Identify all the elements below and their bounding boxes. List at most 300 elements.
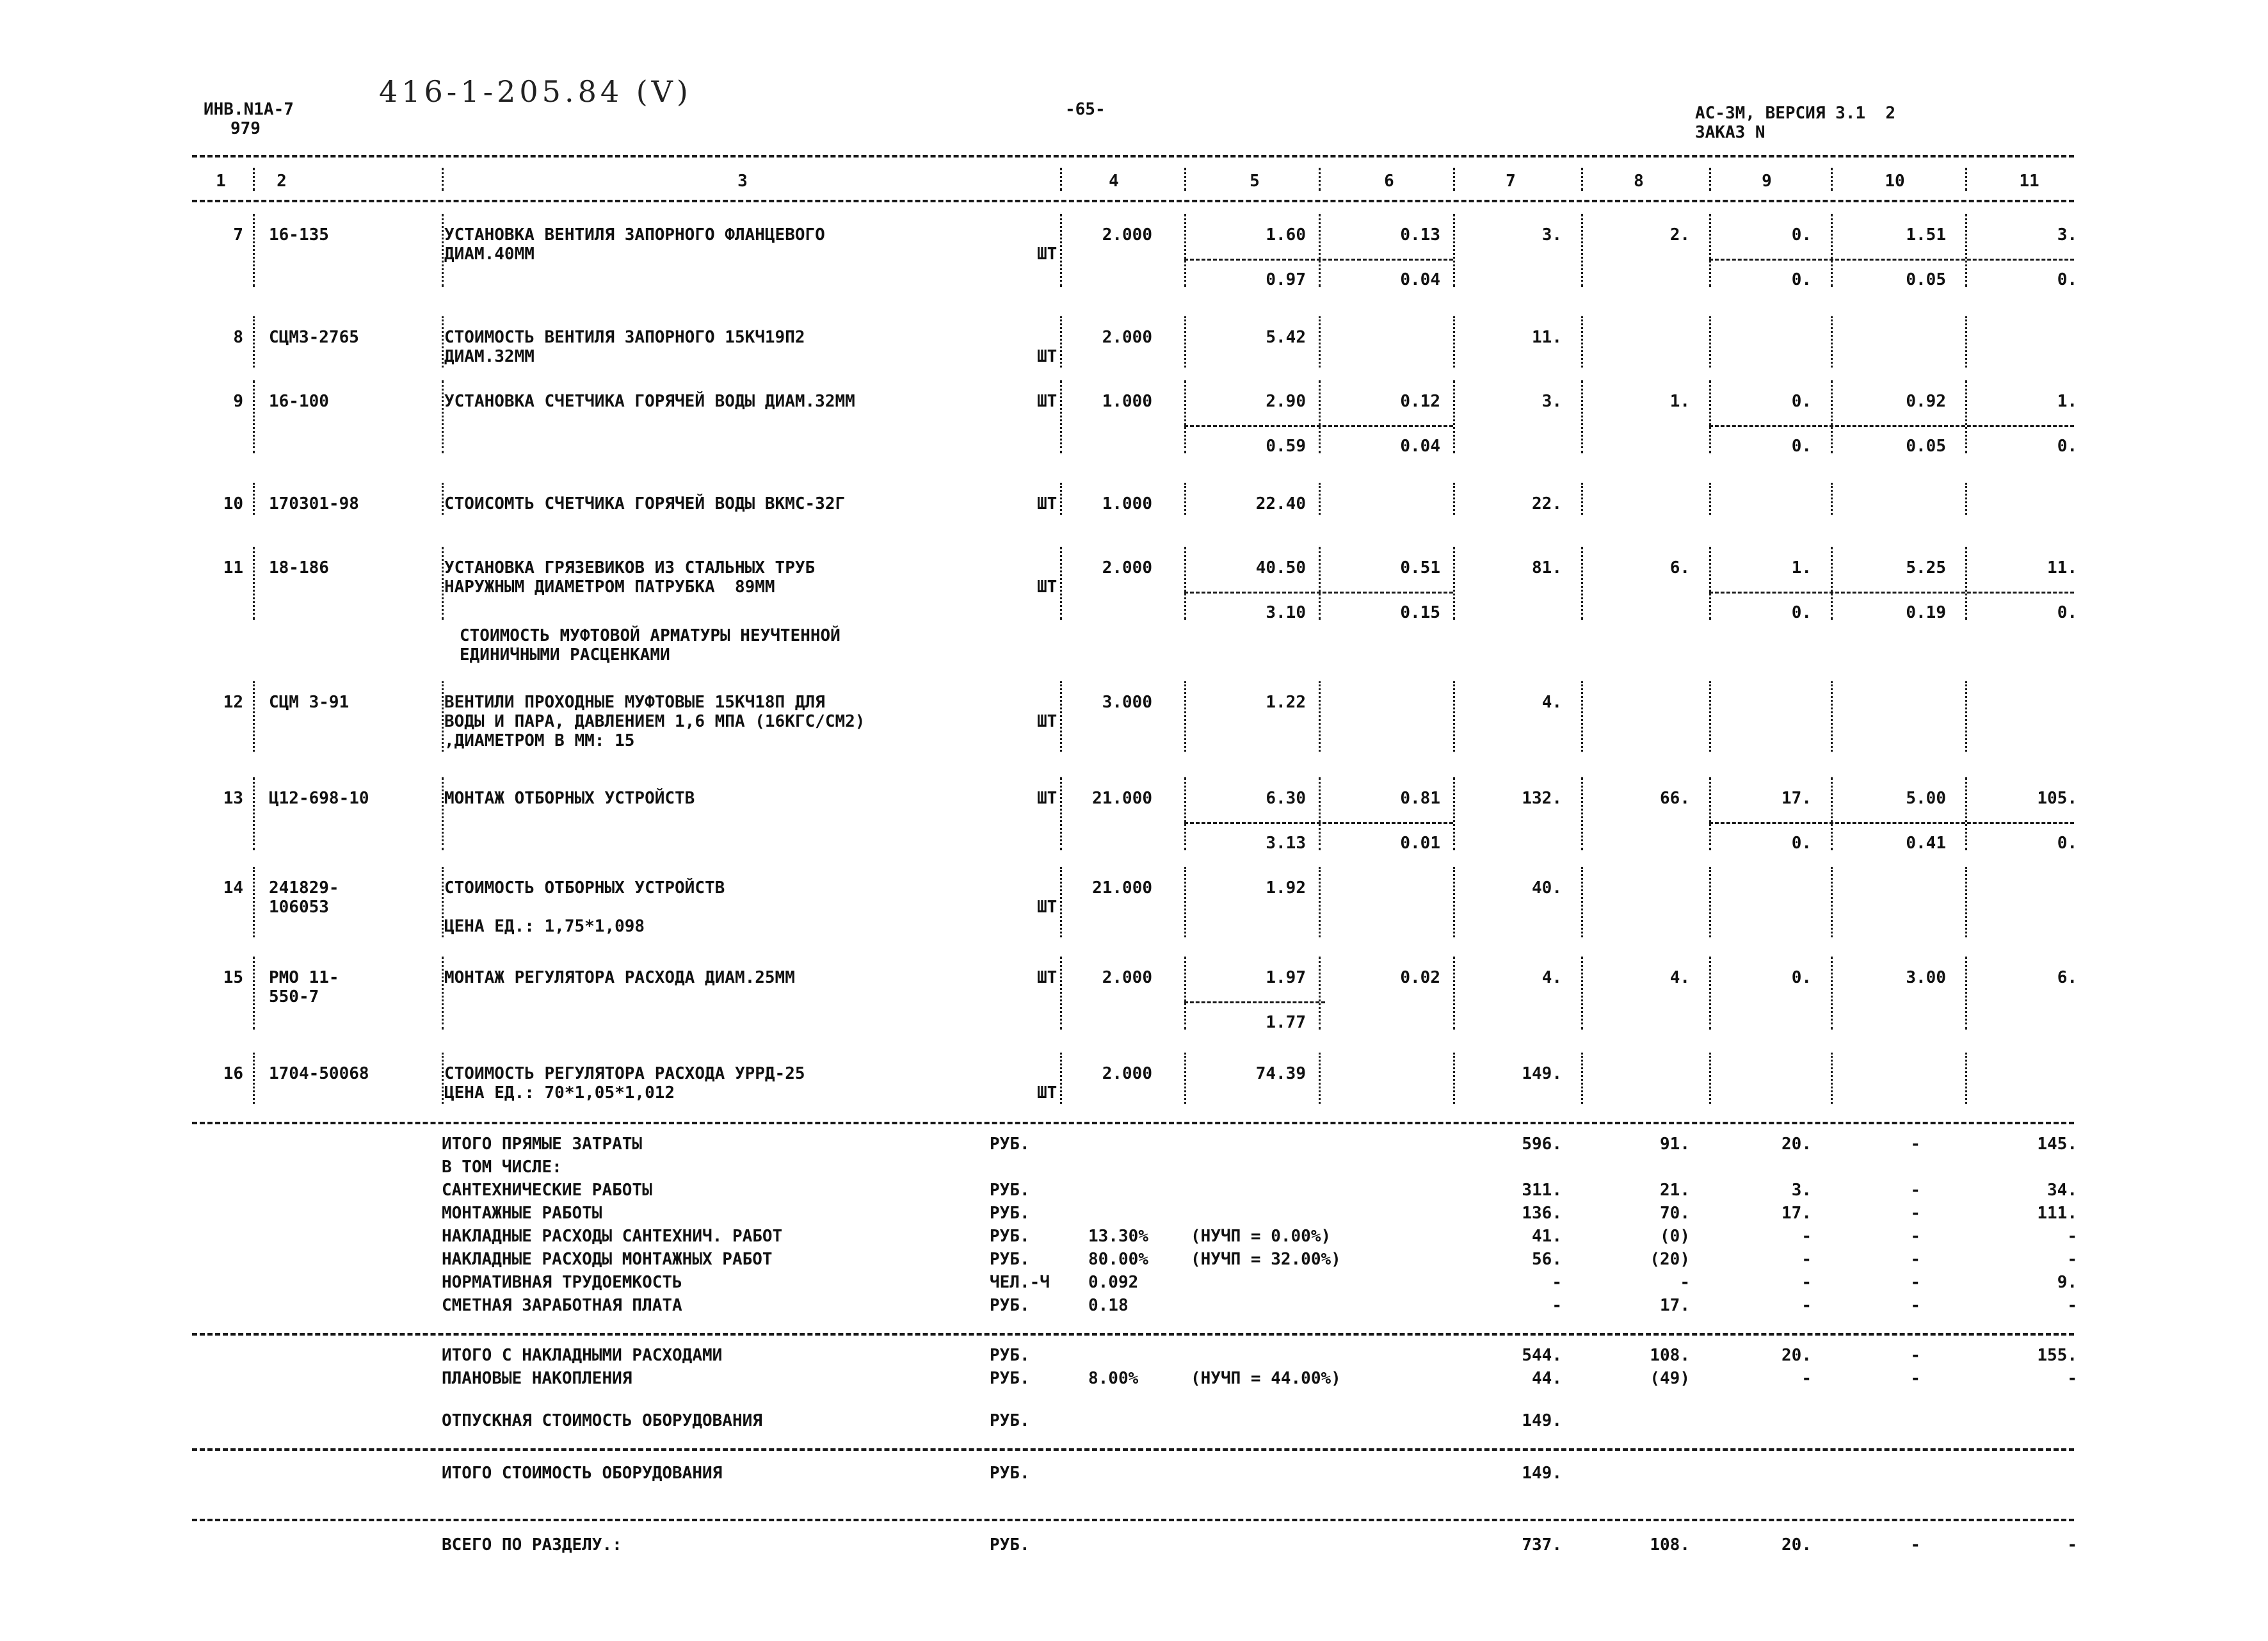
row-c9b-sub: 0. <box>1791 603 1812 622</box>
column-separator <box>1965 1053 1967 1104</box>
column-separator <box>1581 867 1583 937</box>
column-separator <box>442 1053 444 1104</box>
column-separator <box>1453 168 1455 191</box>
column-separator <box>1060 316 1062 368</box>
row-c7: 22. <box>1532 494 1562 513</box>
row-c5: 1.92 <box>1266 878 1306 898</box>
column-separator <box>1319 316 1321 368</box>
row-c6b-sub: 0.15 <box>1400 603 1440 622</box>
column-separator <box>1581 547 1583 620</box>
summary-c7: 596. <box>1522 1135 1562 1154</box>
row-c5: 74.39 <box>1255 1064 1306 1083</box>
row-c6: 0.81 <box>1400 789 1440 808</box>
row-code: РМО 11- <box>269 968 339 987</box>
row-code-continued: 106053 <box>269 898 329 917</box>
row-c8: 6. <box>1669 558 1690 578</box>
summary-c11: 34. <box>2047 1181 2077 1200</box>
column-separator <box>1965 547 1967 620</box>
column-header-5: 5 <box>1250 172 1260 191</box>
row-description: ВЕНТИЛИ ПРОХОДНЫЕ МУФТОВЫЕ 15КЧ18П ДЛЯ <box>444 693 825 712</box>
row-c7: 4. <box>1541 693 1562 712</box>
column-separator <box>1965 957 1967 1030</box>
row-code: 241829- <box>269 878 339 898</box>
row-c11b-sub: 0. <box>2057 603 2077 622</box>
row-number: 11 <box>223 558 243 578</box>
summary-note: (НУЧП = 32.00%) <box>1191 1250 1341 1269</box>
row-c8: 1. <box>1669 392 1690 411</box>
row-c10: 0.92 <box>1906 392 1946 411</box>
section-total-c11: - <box>2067 1535 2077 1555</box>
row-unit: ШТ <box>1037 898 1058 917</box>
column-separator <box>442 316 444 368</box>
row-c6: 0.12 <box>1400 392 1440 411</box>
summary-c9: - <box>1801 1250 1812 1269</box>
summary-c8: 21. <box>1660 1181 1690 1200</box>
row-c9b-sub: 0. <box>1791 834 1812 853</box>
column-separator <box>442 214 444 287</box>
column-separator <box>253 777 255 850</box>
row-c10: 5.00 <box>1906 789 1946 808</box>
row-c10b-sub: 0.05 <box>1906 437 1946 456</box>
row-split-rule <box>1709 592 2074 594</box>
column-separator <box>1319 547 1321 620</box>
row-c7: 149. <box>1522 1064 1562 1083</box>
column-separator <box>253 316 255 368</box>
column-header-1: 1 <box>216 172 226 191</box>
row-number: 15 <box>223 968 243 987</box>
row-quantity: 2.000 <box>1102 328 1152 347</box>
summary-unit: РУБ. <box>990 1181 1030 1200</box>
summary-rule-4 <box>192 1519 2074 1521</box>
summary-unit: ЧЕЛ.-Ч <box>990 1273 1050 1292</box>
row-quantity: 1.000 <box>1102 494 1152 513</box>
section-total-c10: - <box>1910 1535 1920 1555</box>
column-separator <box>1581 168 1583 191</box>
row-c8: 2. <box>1669 225 1690 245</box>
row-split-rule <box>1709 425 2074 427</box>
column-separator <box>253 1053 255 1104</box>
summary-c7: 544. <box>1522 1346 1562 1365</box>
row-code: 16-135 <box>269 225 329 245</box>
summary-c7: 56. <box>1532 1250 1562 1269</box>
column-separator <box>1184 214 1186 287</box>
column-separator <box>1831 214 1833 287</box>
row-description: УСТАНОВКА СЧЕТЧИКА ГОРЯЧЕЙ ВОДЫ ДИАМ.32ММ <box>444 392 855 411</box>
column-separator <box>442 957 444 1030</box>
row-code: 1704-50068 <box>269 1064 369 1083</box>
column-separator <box>1060 547 1062 620</box>
column-header-8: 8 <box>1634 172 1644 191</box>
row-c7: 40. <box>1532 878 1562 898</box>
summary-c8: (0) <box>1660 1227 1690 1246</box>
row-description: ДИАМ.32ММ <box>444 347 535 366</box>
summary-c10: - <box>1910 1204 1920 1223</box>
summary-unit: РУБ. <box>990 1369 1030 1388</box>
column-separator <box>1184 777 1186 850</box>
summary-c9: - <box>1801 1369 1812 1388</box>
column-separator <box>1453 867 1455 937</box>
column-separator <box>1319 214 1321 287</box>
column-separator <box>1709 777 1711 850</box>
summary-c11: 155. <box>2037 1346 2077 1365</box>
summary-c11: 145. <box>2037 1135 2077 1154</box>
summary-label: В ТОМ ЧИСЛЕ: <box>442 1158 562 1177</box>
row-unit: ШТ <box>1037 789 1058 808</box>
row-number: 7 <box>233 225 243 245</box>
row-c11: 1. <box>2057 392 2077 411</box>
summary-label: НАКЛАДНЫЕ РАСХОДЫ МОНТАЖНЫХ РАБОТ <box>442 1250 773 1269</box>
row-description: МОНТАЖ ОТБОРНЫХ УСТРОЙСТВ <box>444 789 695 808</box>
summary-rate: 0.18 <box>1088 1296 1129 1315</box>
column-separator <box>1831 681 1833 752</box>
summary-c9: 17. <box>1781 1204 1812 1223</box>
row-c9: 1. <box>1791 558 1812 578</box>
column-separator <box>1831 1053 1833 1104</box>
row-quantity: 21.000 <box>1092 878 1152 898</box>
column-separator <box>1581 214 1583 287</box>
row-quantity: 2.000 <box>1102 968 1152 987</box>
summary-c10: - <box>1910 1227 1920 1246</box>
row-split-rule <box>1709 259 2074 261</box>
equipment-total-unit: РУБ. <box>990 1464 1030 1483</box>
row-quantity: 2.000 <box>1102 225 1152 245</box>
row-c11: 6. <box>2057 968 2077 987</box>
summary-rate: 8.00% <box>1088 1369 1139 1388</box>
column-separator <box>1319 1053 1321 1104</box>
summary-label: НОРМАТИВНАЯ ТРУДОЕМКОСТЬ <box>442 1273 682 1292</box>
summary-c8: - <box>1680 1273 1690 1292</box>
row-unit: ШТ <box>1037 245 1058 264</box>
column-header-9: 9 <box>1762 172 1772 191</box>
column-separator <box>1965 168 1967 191</box>
row-c5b-sub: 3.13 <box>1266 834 1306 853</box>
column-separator <box>1709 214 1711 287</box>
column-separator <box>253 483 255 515</box>
column-separator <box>253 681 255 752</box>
column-separator <box>1453 957 1455 1030</box>
row-c6b-sub: 0.04 <box>1400 270 1440 289</box>
column-separator <box>1060 777 1062 850</box>
row-c5: 40.50 <box>1255 558 1306 578</box>
note-line: СТОИМОСТЬ МУФТОВОЙ АРМАТУРЫ НЕУЧТЕННОЙ <box>460 626 840 645</box>
column-separator <box>1453 380 1455 453</box>
column-separator <box>1709 168 1711 191</box>
summary-note: (НУЧП = 0.00%) <box>1191 1227 1331 1246</box>
program-version: АС-3М, ВЕРСИЯ 3.1 2 <box>1695 104 1896 123</box>
row-c8: 66. <box>1660 789 1690 808</box>
summary-c8: 108. <box>1650 1346 1690 1365</box>
row-c7: 4. <box>1541 968 1562 987</box>
column-separator <box>1831 547 1833 620</box>
summary-label: ИТОГО С НАКЛАДНЫМИ РАСХОДАМИ <box>442 1346 723 1365</box>
column-separator <box>1965 681 1967 752</box>
column-separator <box>253 168 255 191</box>
row-split-rule <box>1709 822 2074 824</box>
summary-c10: - <box>1910 1273 1920 1292</box>
row-unit: ШТ <box>1037 494 1058 513</box>
summary-c8: (20) <box>1650 1250 1690 1269</box>
summary-c9: - <box>1801 1227 1812 1246</box>
column-separator <box>1965 214 1967 287</box>
column-separator <box>1581 380 1583 453</box>
row-c10: 5.25 <box>1906 558 1946 578</box>
summary-note: (НУЧП = 44.00%) <box>1191 1369 1341 1388</box>
summary-unit: РУБ. <box>990 1204 1030 1223</box>
row-code: 16-100 <box>269 392 329 411</box>
summary-c11: - <box>2067 1296 2077 1315</box>
column-separator <box>1831 777 1833 850</box>
column-separator <box>1184 1053 1186 1104</box>
row-c10b-sub: 0.05 <box>1906 270 1946 289</box>
row-unit: ШТ <box>1037 712 1058 731</box>
column-separator <box>442 168 444 191</box>
page-number: -65- <box>1065 100 1106 119</box>
summary-c11: - <box>2067 1369 2077 1388</box>
column-separator <box>253 957 255 1030</box>
summary-c7: 311. <box>1522 1181 1562 1200</box>
row-description: ВОДЫ И ПАРА, ДАВЛЕНИЕМ 1,6 МПА (16КГС/СМ2) <box>444 712 865 731</box>
summary-c10: - <box>1910 1135 1920 1154</box>
column-separator <box>1831 867 1833 937</box>
column-header-10: 10 <box>1885 172 1905 191</box>
section-total-label: ВСЕГО ПО РАЗДЕЛУ.: <box>442 1535 622 1555</box>
section-total-unit: РУБ. <box>990 1535 1030 1555</box>
column-separator <box>1581 957 1583 1030</box>
summary-c7: 44. <box>1532 1369 1562 1388</box>
summary-rate: 80.00% <box>1088 1250 1148 1269</box>
column-separator <box>1319 957 1321 1030</box>
column-separator <box>1581 681 1583 752</box>
row-c6: 0.51 <box>1400 558 1440 578</box>
column-separator <box>1965 867 1967 937</box>
summary-unit: РУБ. <box>990 1346 1030 1365</box>
row-c6: 0.02 <box>1400 968 1440 987</box>
column-separator <box>1060 168 1062 191</box>
row-description: СТОИМОСТЬ ВЕНТИЛЯ ЗАПОРНОГО 15КЧ19П2 <box>444 328 805 347</box>
order-number: ЗАКАЗ N <box>1695 123 1765 142</box>
row-c10: 3.00 <box>1906 968 1946 987</box>
row-c9: 0. <box>1791 225 1812 245</box>
row-description: СТОИСОМТЬ СЧЕТЧИКА ГОРЯЧЕЙ ВОДЫ ВКМС-32Г <box>444 494 846 513</box>
column-separator <box>253 547 255 620</box>
column-separator <box>442 380 444 453</box>
summary-c7: 136. <box>1522 1204 1562 1223</box>
row-c6b-sub: 0.01 <box>1400 834 1440 853</box>
summary-c7: - <box>1552 1273 1562 1292</box>
summary-rule-3 <box>192 1448 2074 1451</box>
summary-rule-1 <box>192 1122 2074 1124</box>
column-separator <box>1831 168 1833 191</box>
row-quantity: 2.000 <box>1102 1064 1152 1083</box>
row-quantity: 21.000 <box>1092 789 1152 808</box>
column-header-6: 6 <box>1384 172 1394 191</box>
summary-c11: - <box>2067 1250 2077 1269</box>
row-c9b-sub: 0. <box>1791 270 1812 289</box>
row-description: СТОИМОСТЬ РЕГУЛЯТОРА РАСХОДА УРРД-25 <box>444 1064 805 1083</box>
row-c7: 11. <box>1532 328 1562 347</box>
column-separator <box>1453 681 1455 752</box>
row-number: 10 <box>223 494 243 513</box>
row-c5: 1.97 <box>1266 968 1306 987</box>
summary-label: ИТОГО ПРЯМЫЕ ЗАТРАТЫ <box>442 1135 643 1154</box>
row-c7: 132. <box>1522 789 1562 808</box>
row-code: 170301-98 <box>269 494 359 513</box>
summary-label: САНТЕХНИЧЕСКИЕ РАБОТЫ <box>442 1181 652 1200</box>
summary-unit: РУБ. <box>990 1411 1030 1430</box>
row-c10: 1.51 <box>1906 225 1946 245</box>
summary-c10: - <box>1910 1346 1920 1365</box>
summary-c9: 20. <box>1781 1135 1812 1154</box>
summary-c7: - <box>1552 1296 1562 1315</box>
summary-label: ПЛАНОВЫЕ НАКОПЛЕНИЯ <box>442 1369 632 1388</box>
row-split-rule <box>1184 1001 1325 1003</box>
row-c6b-sub: 0.04 <box>1400 437 1440 456</box>
column-separator <box>1453 1053 1455 1104</box>
row-description: ,ДИАМЕТРОМ В ММ: 15 <box>444 731 635 750</box>
row-description: ЦЕНА ЕД.: 70*1,05*1,012 <box>444 1083 675 1103</box>
row-number: 12 <box>223 693 243 712</box>
doc-sub: 979 <box>230 119 261 138</box>
handwritten-designation: 416-1-205.84 (V) <box>379 74 692 109</box>
column-separator <box>1709 547 1711 620</box>
column-separator <box>1965 316 1967 368</box>
summary-label: МОНТАЖНЫЕ РАБОТЫ <box>442 1204 602 1223</box>
section-total-c9: 20. <box>1781 1535 1812 1555</box>
column-separator <box>1060 214 1062 287</box>
column-separator <box>1319 168 1321 191</box>
row-c11: 105. <box>2037 789 2077 808</box>
column-separator <box>1965 777 1967 850</box>
doc-code: ИНВ.N1А-7 <box>204 100 294 119</box>
row-description: УСТАНОВКА ГРЯЗЕВИКОВ ИЗ СТАЛЬНЫХ ТРУБ <box>444 558 816 578</box>
row-quantity: 1.000 <box>1102 392 1152 411</box>
row-c5: 22.40 <box>1255 494 1306 513</box>
row-description: ЦЕНА ЕД.: 1,75*1,098 <box>444 917 645 936</box>
summary-c8: (49) <box>1650 1369 1690 1388</box>
note-line: ЕДИНИЧНЫМИ РАСЦЕНКАМИ <box>460 645 670 665</box>
row-c7: 3. <box>1541 225 1562 245</box>
column-separator <box>1709 957 1711 1030</box>
summary-label: ОТПУСКНАЯ СТОИМОСТЬ ОБОРУДОВАНИЯ <box>442 1411 762 1430</box>
summary-c8: 91. <box>1660 1135 1690 1154</box>
column-separator <box>1060 681 1062 752</box>
row-description: НАРУЖНЫМ ДИАМЕТРОМ ПАТРУБКА 89ММ <box>444 578 775 597</box>
row-c5b-sub: 3.10 <box>1266 603 1306 622</box>
summary-rule-2 <box>192 1333 2074 1336</box>
equipment-total-label: ИТОГО СТОИМОСТЬ ОБОРУДОВАНИЯ <box>442 1464 723 1483</box>
row-c9: 17. <box>1781 789 1812 808</box>
column-separator <box>1581 316 1583 368</box>
column-separator <box>1581 777 1583 850</box>
column-separator <box>1453 547 1455 620</box>
summary-c7: 149. <box>1522 1411 1562 1430</box>
summary-c9: 20. <box>1781 1346 1812 1365</box>
row-number: 9 <box>233 392 243 411</box>
row-c5b-sub: 1.77 <box>1266 1013 1306 1032</box>
column-separator <box>442 681 444 752</box>
row-unit: ШТ <box>1037 392 1058 411</box>
row-c5: 6.30 <box>1266 789 1306 808</box>
column-separator <box>1831 957 1833 1030</box>
column-header-11: 11 <box>2019 172 2039 191</box>
summary-unit: РУБ. <box>990 1250 1030 1269</box>
summary-c8: 17. <box>1660 1296 1690 1315</box>
column-separator <box>442 777 444 850</box>
row-quantity: 3.000 <box>1102 693 1152 712</box>
column-separator <box>1709 1053 1711 1104</box>
column-separator <box>253 867 255 937</box>
row-c9b-sub: 0. <box>1791 437 1812 456</box>
row-quantity: 2.000 <box>1102 558 1152 578</box>
summary-c8: 70. <box>1660 1204 1690 1223</box>
row-c9: 0. <box>1791 392 1812 411</box>
column-separator <box>1184 547 1186 620</box>
summary-unit: РУБ. <box>990 1135 1030 1154</box>
row-code-continued: 550-7 <box>269 987 319 1006</box>
row-c5: 5.42 <box>1266 328 1306 347</box>
row-description: ДИАМ.40ММ <box>444 245 535 264</box>
header-rule-top <box>192 155 2074 158</box>
column-separator <box>442 483 444 515</box>
summary-unit: РУБ. <box>990 1227 1030 1246</box>
column-separator <box>253 214 255 287</box>
row-c5: 1.22 <box>1266 693 1306 712</box>
row-c5b-sub: 0.59 <box>1266 437 1306 456</box>
column-separator <box>1184 316 1186 368</box>
column-separator <box>1060 867 1062 937</box>
equipment-total-c7: 149. <box>1522 1464 1562 1483</box>
column-separator <box>1184 681 1186 752</box>
summary-label: НАКЛАДНЫЕ РАСХОДЫ САНТЕХНИЧ. РАБОТ <box>442 1227 783 1246</box>
summary-unit: РУБ. <box>990 1296 1030 1315</box>
summary-c9: - <box>1801 1273 1812 1292</box>
summary-c10: - <box>1910 1250 1920 1269</box>
column-separator <box>1184 957 1186 1030</box>
row-c10b-sub: 0.19 <box>1906 603 1946 622</box>
column-separator <box>1319 681 1321 752</box>
summary-label: СМЕТНАЯ ЗАРАБОТНАЯ ПЛАТА <box>442 1296 682 1315</box>
summary-c11: 9. <box>2057 1273 2077 1292</box>
column-header-4: 4 <box>1109 172 1119 191</box>
row-c5: 1.60 <box>1266 225 1306 245</box>
summary-c10: - <box>1910 1181 1920 1200</box>
column-separator <box>1184 483 1186 515</box>
summary-c11: - <box>2067 1227 2077 1246</box>
summary-rate: 0.092 <box>1088 1273 1139 1292</box>
row-code: СЦМЗ-2765 <box>269 328 359 347</box>
column-separator <box>1965 483 1967 515</box>
column-separator <box>1453 316 1455 368</box>
column-separator <box>1060 380 1062 453</box>
row-c11: 11. <box>2047 558 2077 578</box>
column-separator <box>1581 1053 1583 1104</box>
row-c11b-sub: 0. <box>2057 834 2077 853</box>
column-separator <box>1709 380 1711 453</box>
column-separator <box>1709 681 1711 752</box>
row-unit: ШТ <box>1037 347 1058 366</box>
row-code: 18-186 <box>269 558 329 578</box>
row-description: УСТАНОВКА ВЕНТИЛЯ ЗАПОРНОГО ФЛАНЦЕВОГО <box>444 225 825 245</box>
column-separator <box>1965 380 1967 453</box>
row-unit: ШТ <box>1037 968 1058 987</box>
section-total-c8: 108. <box>1650 1535 1690 1555</box>
column-header-7: 7 <box>1506 172 1516 191</box>
column-header-2: 2 <box>277 172 287 191</box>
row-unit: ШТ <box>1037 578 1058 597</box>
column-separator <box>1060 957 1062 1030</box>
column-separator <box>442 867 444 937</box>
summary-rate: 13.30% <box>1088 1227 1148 1246</box>
